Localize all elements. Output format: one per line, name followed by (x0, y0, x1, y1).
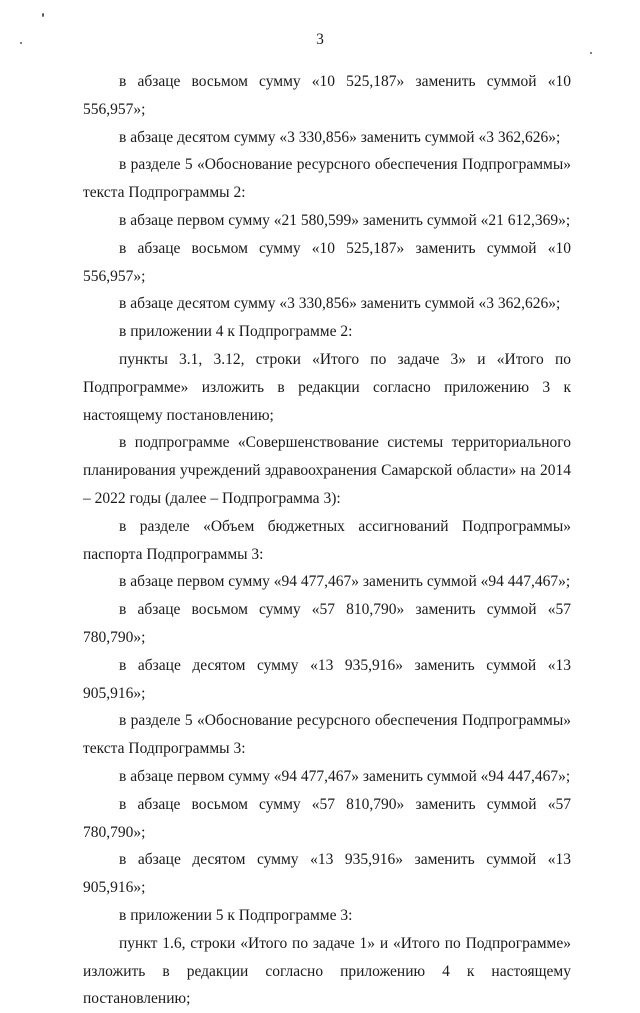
paragraph: пункты 3.1, 3.12, строки «Итого по задаче 3» и «Итого по Подпрограмме» изложить в редакции согласно приложению 3 к настоящему постановлению; (83, 350, 571, 424)
page-number: 3 (316, 31, 324, 48)
paragraph: в абзаце восьмом сумму «57 810,790» заменить суммой «57 780,790»; (83, 795, 571, 841)
paragraph: в разделе «Объем бюджетных ассигнований Подпрограммы» паспорта Подпрограммы 3: (83, 517, 571, 563)
scan-speck (590, 52, 592, 54)
paragraph: в разделе 5 «Обоснование ресурсного обеспечения Подпрограммы» текста Подпрограммы 2: (83, 156, 571, 202)
paragraph: в абзаце первом сумму «21 580,599» заменить суммой «21 612,369»; (119, 211, 571, 229)
paragraph: в приложении 5 к Подпрограмме 3: (119, 906, 353, 924)
paragraph: в абзаце десятом сумму «13 935,916» заменить суммой «13 905,916»; (83, 656, 571, 702)
paragraph: в абзаце первом сумму «94 477,467» заменить суммой «94 447,467»; (119, 573, 571, 591)
paragraph: в абзаце десятом сумму «3 330,856» заменить суммой «3 362,626»; (119, 128, 561, 146)
paragraph: в приложении 4 к Подпрограмме 2: (119, 323, 353, 341)
paragraph: в абзаце первом сумму «94 477,467» заменить суммой «94 447,467»; (119, 767, 571, 785)
paragraph: в абзаце десятом сумму «13 935,916» заменить суммой «13 905,916»; (83, 851, 571, 897)
paragraph: в подпрограмме «Совершенствование системы территориального планирования учреждений здравоохранения Самарской области» на 2014 – 2022 годы (далее – Подпрограмма 3): (83, 434, 571, 507)
paragraph: в абзаце восьмом сумму «10 525,187» заменить суммой «10 556,957»; (83, 239, 571, 285)
paragraph: в абзаце десятом сумму «3 330,856» заменить суммой «3 362,626»; (119, 295, 561, 313)
paragraph: в абзаце восьмом сумму «57 810,790» заменить суммой «57 780,790»; (83, 601, 571, 646)
paragraph: в разделе 5 «Обоснование ресурсного обеспечения Подпрограммы» текста Подпрограммы 3: (83, 712, 571, 758)
paragraph: пункт 1.6, строки «Итого по задаче 1» и «Итого по Подпрограмме» изложить в редакции согласно приложению 4 к настоящему постановлению; (83, 934, 571, 1008)
scan-speck (42, 13, 44, 17)
document-body (83, 68, 571, 1013)
paragraph: в абзаце восьмом сумму «10 525,187» заменить суммой «10 556,957»; (83, 73, 571, 118)
